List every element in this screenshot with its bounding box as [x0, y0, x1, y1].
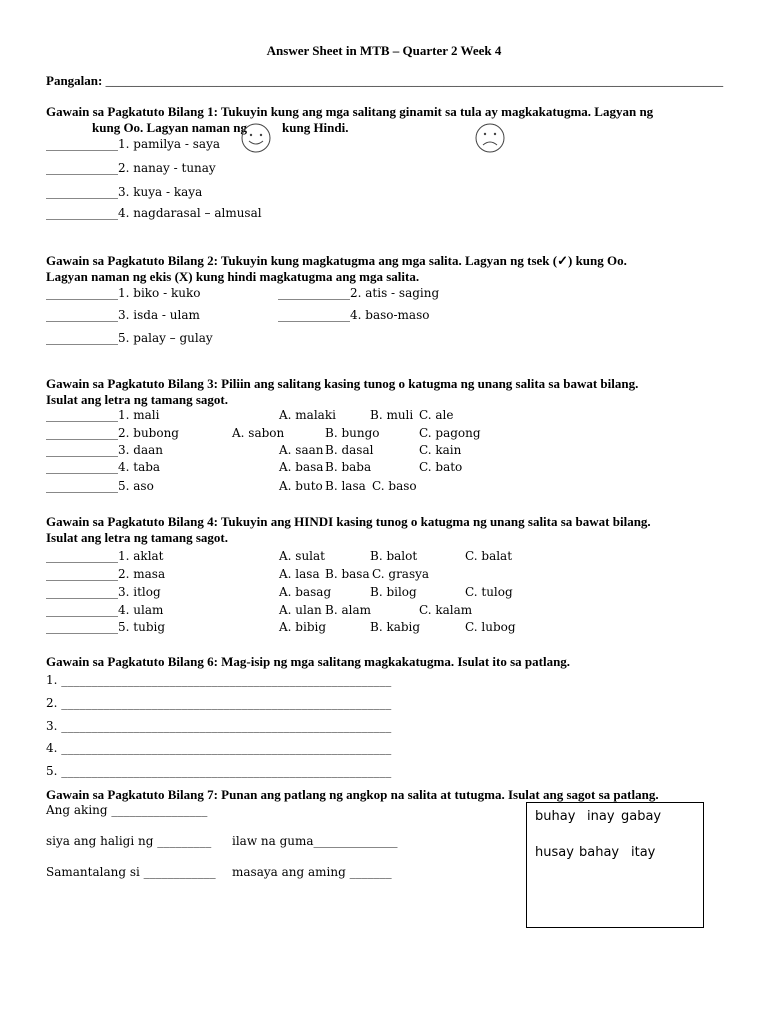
g3-choice-a: A. sabon	[232, 426, 285, 440]
g3-choice-b: B. muli	[370, 408, 414, 422]
g4-choice-c: C. grasya	[372, 567, 430, 581]
g3-choice-a: A. buto	[279, 479, 323, 493]
g4-question[interactable]: ____________3. itlog	[46, 585, 161, 599]
g1-heading-line1: Gawain sa Pagkatuto Bilang 1: Tukuyin kung ang mga salitang ginamit sa tula ay magkakatugma. Lagyan ng	[46, 104, 654, 119]
g2-item[interactable]: ____________2. atis - saging	[278, 286, 440, 300]
word-bank-word: inay	[587, 809, 615, 824]
g3-choice-c: C. pagong	[419, 426, 481, 440]
g7-line-3a[interactable]: Samantalang si ____________	[46, 865, 216, 879]
g4-choice-b: B. alam	[325, 603, 371, 617]
g4-choice-b: B. bilog	[370, 585, 417, 599]
sad-face-icon	[474, 122, 506, 154]
g1-item[interactable]: ____________2. nanay - tunay	[46, 161, 216, 175]
g1-item[interactable]: ____________4. nagdarasal – almusal	[46, 206, 262, 220]
g2-heading-line1: Gawain sa Pagkatuto Bilang 2: Tukuyin kung magkatugma ang mga salita. Lagyan ng tsek (✓) kung Oo.	[46, 253, 627, 268]
g4-choice-c: C. balat	[465, 549, 513, 563]
g4-question[interactable]: ____________2. masa	[46, 567, 166, 581]
g7-line-2a[interactable]: siya ang haligi ng _________	[46, 834, 212, 848]
g3-question[interactable]: ____________1. mali	[46, 408, 160, 422]
g3-heading-line2: Isulat ang letra ng tamang sagot.	[46, 392, 229, 407]
g4-choice-b: B. balot	[370, 549, 418, 563]
g4-heading-line1: Gawain sa Pagkatuto Bilang 4: Tukuyin ang HINDI kasing tunog o katugma ng unang salita sa bawat bilang.	[46, 514, 651, 529]
g2-item[interactable]: ____________5. palay – gulay	[46, 331, 213, 345]
g6-answer-line[interactable]: 3. _______________________________________________________	[46, 719, 392, 733]
g3-choice-b: B. bungo	[325, 426, 380, 440]
g6-answer-line[interactable]: 1. _______________________________________________________	[46, 673, 392, 687]
g4-choice-b: B. kabig	[370, 620, 421, 634]
word-bank-word: husay	[535, 845, 574, 860]
g3-choice-b: B. dasal	[325, 443, 374, 457]
g3-question[interactable]: ____________3. daan	[46, 443, 163, 457]
g7-line-2b[interactable]: ilaw na guma______________	[232, 834, 398, 848]
g2-heading-line2: Lagyan naman ng ekis (X) kung hindi magkatugma ang mga salita.	[46, 269, 420, 284]
g4-choice-c: C. lubog	[465, 620, 516, 634]
g7-line-1[interactable]: Ang aking ________________	[46, 803, 208, 817]
word-bank-word: itay	[631, 845, 656, 860]
g4-choice-a: A. lasa	[279, 567, 320, 581]
g4-heading-line2: Isulat ang letra ng tamang sagot.	[46, 530, 229, 545]
name-line[interactable]: _______________________________________________________________________________________________	[105, 73, 724, 88]
g4-choice-c: C. tulog	[465, 585, 513, 599]
g7-line-3b[interactable]: masaya ang aming _______	[232, 865, 392, 879]
g4-choice-b: B. basa	[325, 567, 370, 581]
g7-heading: Gawain sa Pagkatuto Bilang 7: Punan ang patlang ng angkop na salita at tutugma. Isulat ang sagot sa patlang.	[46, 787, 659, 802]
g2-item[interactable]: ____________4. baso-maso	[278, 308, 430, 322]
g4-choice-a: A. ulan	[279, 603, 322, 617]
word-bank-word: gabay	[621, 809, 662, 824]
g3-question[interactable]: ____________4. taba	[46, 460, 161, 474]
g4-question[interactable]: ____________5. tubig	[46, 620, 166, 634]
g3-choice-c: C. ale	[419, 408, 454, 422]
name-row	[46, 73, 723, 89]
g4-choice-a: A. sulat	[279, 549, 325, 563]
g4-choice-c: C. kalam	[419, 603, 473, 617]
g1-item[interactable]: ____________3. kuya - kaya	[46, 185, 203, 199]
g4-choice-a: A. bibig	[279, 620, 327, 634]
g6-answer-line[interactable]: 4. _______________________________________________________	[46, 741, 392, 755]
g3-question[interactable]: ____________5. aso	[46, 479, 154, 493]
g6-answer-line[interactable]: 2. _______________________________________________________	[46, 696, 392, 710]
g3-choice-a: A. malaki	[279, 408, 336, 422]
g3-choice-a: A. saan	[279, 443, 324, 457]
g3-choice-b: B. baba	[325, 460, 372, 474]
g3-heading-line1: Gawain sa Pagkatuto Bilang 3: Piliin ang salitang kasing tunog o katugma ng unang salita sa bawat bilang.	[46, 376, 639, 391]
g2-item[interactable]: ____________3. isda - ulam	[46, 308, 200, 322]
g1-item[interactable]: ____________1. pamilya - saya	[46, 137, 221, 151]
g3-choice-a: A. basa	[279, 460, 324, 474]
g3-question[interactable]: ____________2. bubong	[46, 426, 179, 440]
g4-choice-a: A. basag	[279, 585, 332, 599]
g3-choice-c: C. baso	[372, 479, 417, 493]
page-title: Answer Sheet in MTB – Quarter 2 Week 4	[266, 43, 502, 58]
g2-item[interactable]: ____________1. biko - kuko	[46, 286, 201, 300]
smiley-face-icon	[240, 122, 272, 154]
name-label: Pangalan:	[46, 73, 106, 88]
g1-heading-line2a: kung Oo. Lagyan naman ng	[92, 120, 247, 135]
g6-answer-line[interactable]: 5. _______________________________________________________	[46, 764, 392, 778]
g3-choice-c: C. bato	[419, 460, 463, 474]
g6-heading: Gawain sa Pagkatuto Bilang 6: Mag-isip ng mga salitang magkakatugma. Isulat ito sa patlang.	[46, 654, 571, 669]
g3-choice-b: B. lasa	[325, 479, 366, 493]
word-bank-word: buhay	[535, 809, 576, 824]
g1-heading-line2b: kung Hindi.	[282, 120, 349, 135]
g4-question[interactable]: ____________4. ulam	[46, 603, 164, 617]
g3-choice-c: C. kain	[419, 443, 462, 457]
word-bank-box	[526, 802, 704, 928]
g4-question[interactable]: ____________1. aklat	[46, 549, 164, 563]
word-bank-word: bahay	[579, 845, 620, 860]
